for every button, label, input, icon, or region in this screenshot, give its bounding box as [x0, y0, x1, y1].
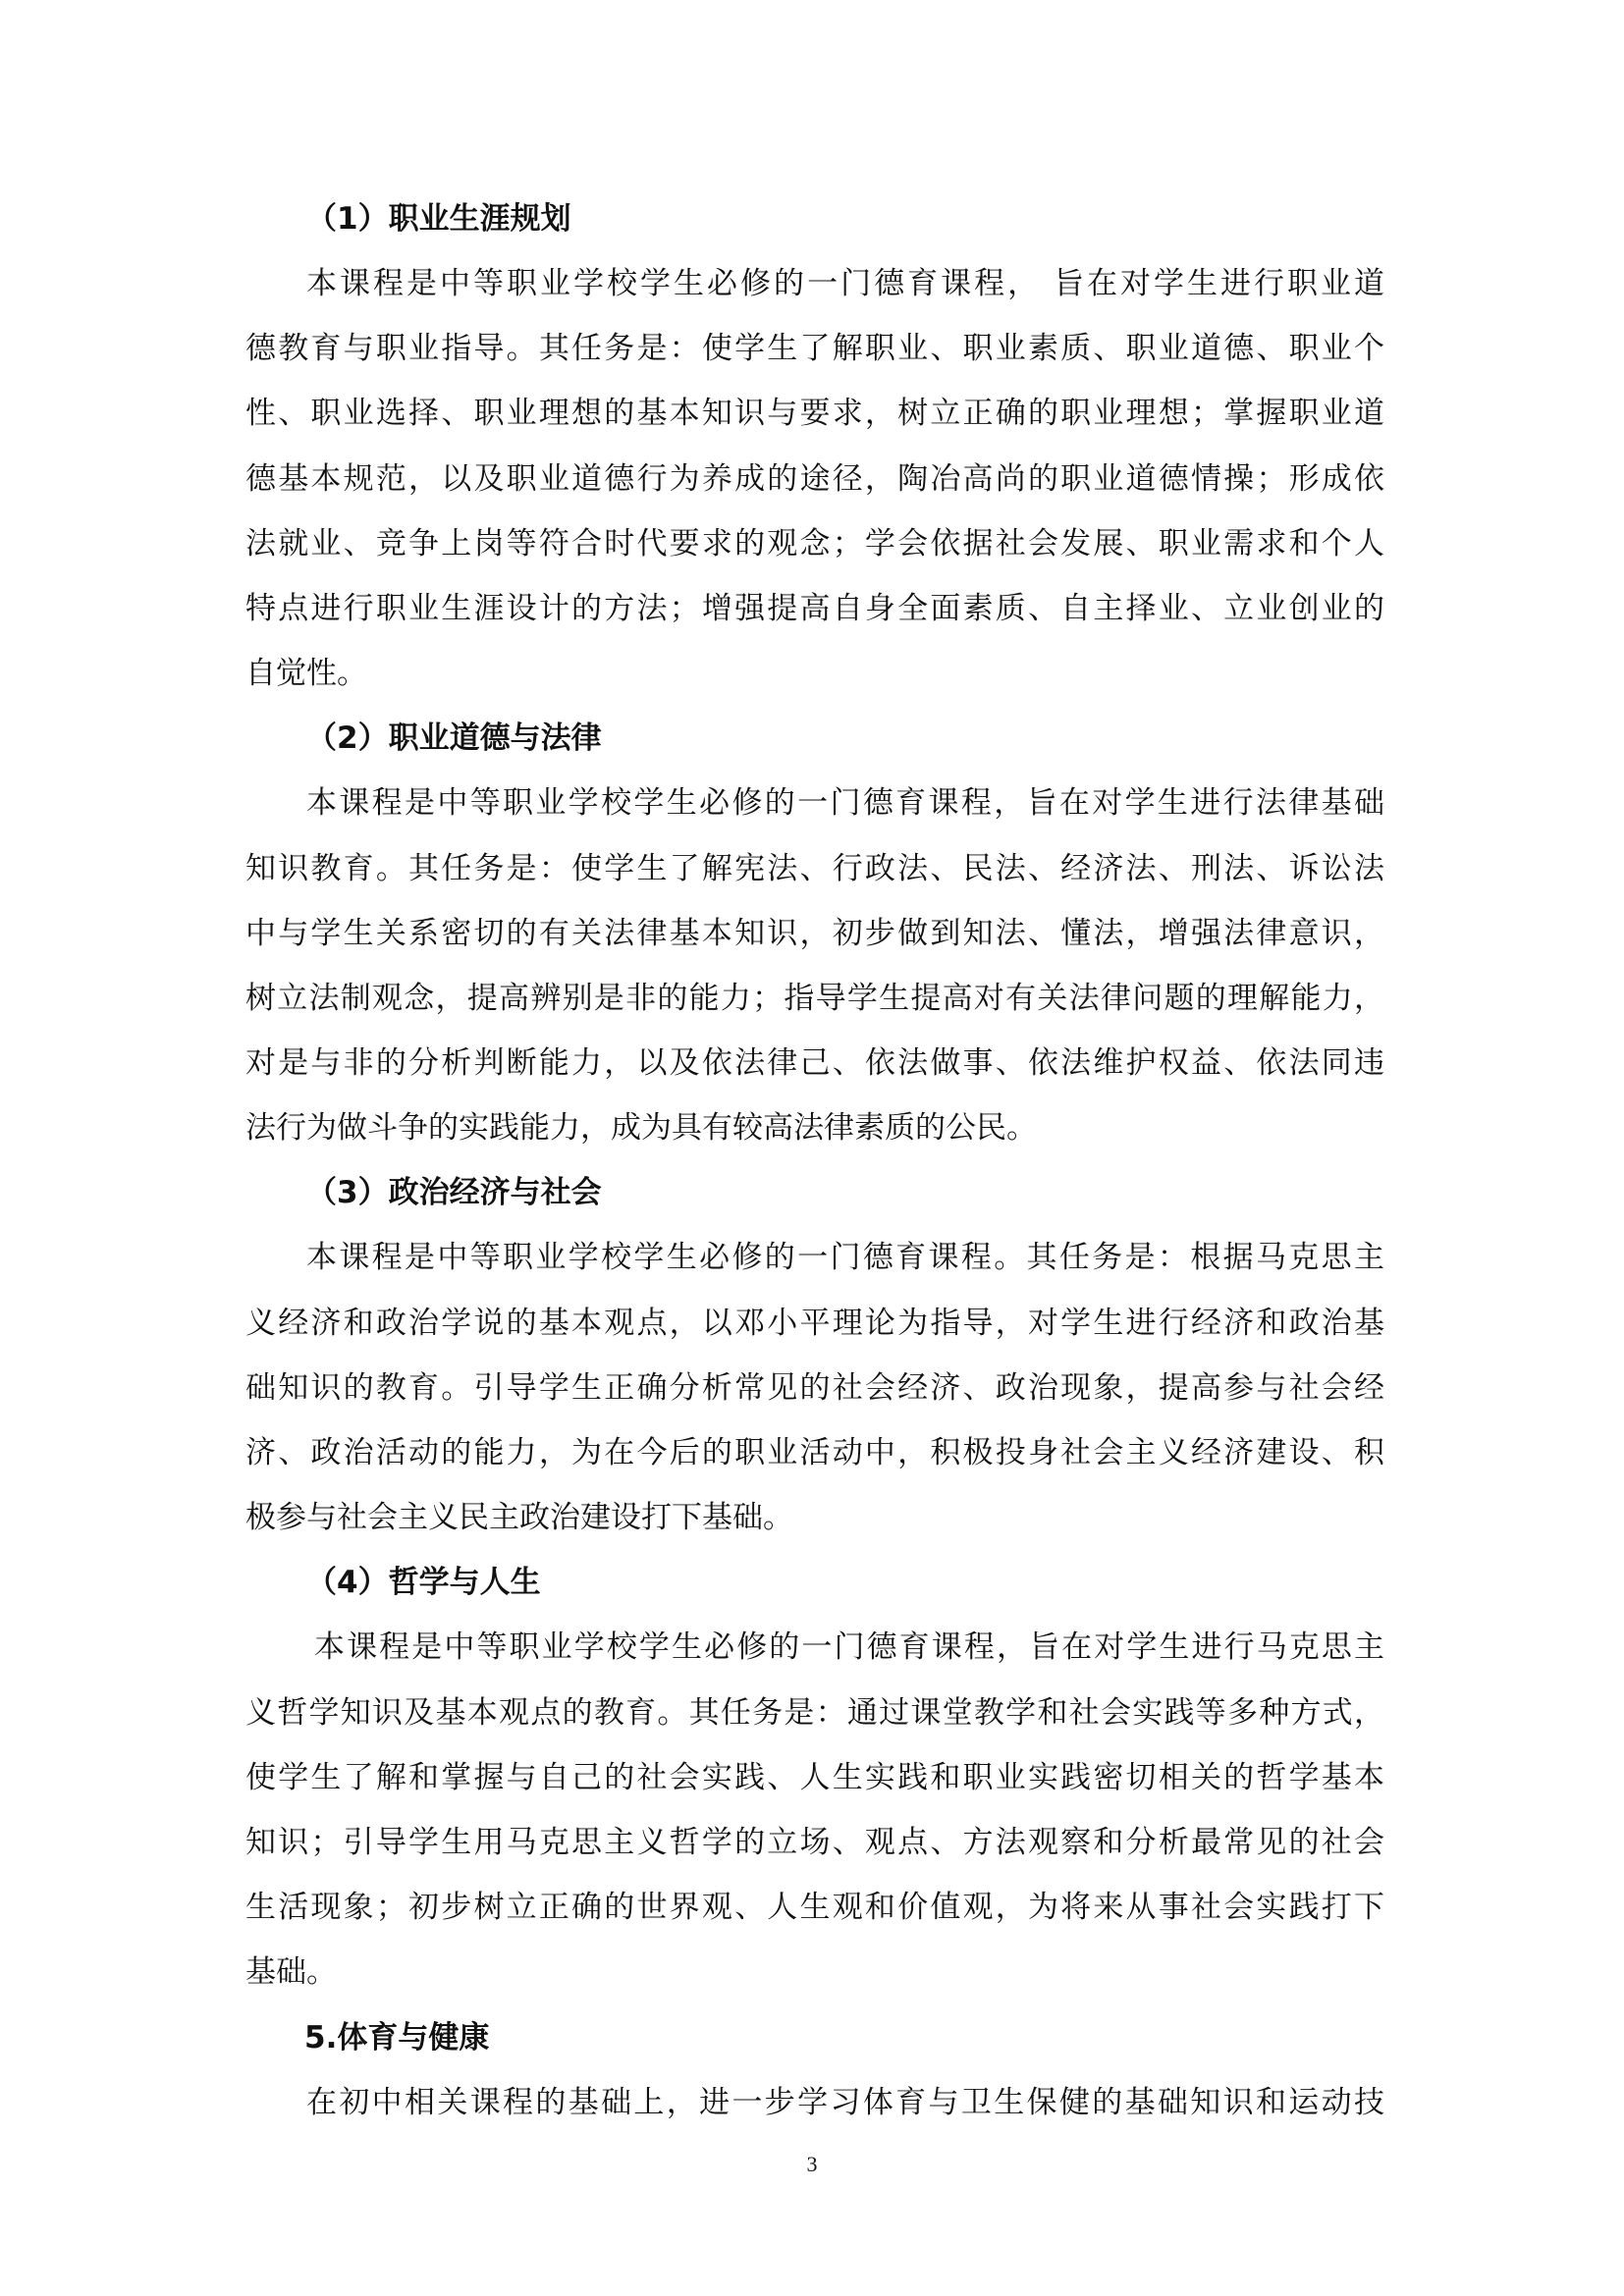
- section-paragraph: [245, 251, 1384, 706]
- section-heading: （1）职业生涯规划: [306, 201, 571, 237]
- paragraph-line: 极参与社会主义民主政治建设打下基础。: [245, 1500, 793, 1536]
- section-heading: （4）哲学与人生: [306, 1565, 541, 1601]
- section-paragraph: [245, 2070, 1384, 2135]
- paragraph-line: 特点进行职业生涯设计的方法；增强提高自身全面素质、自主择业、立业创业的: [245, 590, 1384, 626]
- paragraph-line: 本课程是中等职业学校学生必修的一门德育课程， 旨在对学生进行职业道: [306, 266, 1384, 301]
- paragraph-line: 生活现象；初步树立正确的世界观、人生观和价值观，为将来从事社会实践打下: [245, 1890, 1384, 1926]
- paragraph-line: 中与学生关系密切的有关法律基本知识，初步做到知法、懂法，增强法律意识，: [245, 915, 1384, 951]
- paragraph-line: 础知识的教育。引导学生正确分析常见的社会经济、政治现象，提高参与社会经: [245, 1369, 1384, 1406]
- section-paragraph: [245, 1225, 1384, 1550]
- paragraph-line: 对是与非的分析判断能力，以及依法律己、依法做事、依法维护权益、依法同违: [245, 1045, 1384, 1082]
- section-heading: （2）职业道德与法律: [306, 721, 602, 757]
- paragraph-line: 知识；引导学生用马克思主义哲学的立场、观点、方法观察和分析最常见的社会: [245, 1824, 1384, 1860]
- paragraph-line: 本课程是中等职业学校学生必修的一门德育课程。其任务是：根据马克思主: [306, 1240, 1384, 1276]
- section-paragraph: [245, 1615, 1384, 2004]
- paragraph-line: 义哲学知识及基本观点的教育。其任务是：通过课堂教学和社会实践等多种方式，: [245, 1694, 1384, 1731]
- section-paragraph: [245, 771, 1384, 1160]
- paragraph-line: 性、职业选择、职业理想的基本知识与要求，树立正确的职业理想；掌握职业道: [245, 396, 1384, 432]
- paragraph-line: 济、政治活动的能力，为在今后的职业活动中，积极投身社会主义经济建设、积: [245, 1435, 1384, 1470]
- paragraph-line: 德基本规范，以及职业道德行为养成的途径，陶冶高尚的职业道德情操；形成依: [245, 460, 1384, 497]
- paragraph-line: 法行为做斗争的实践能力，成为具有较高法律素质的公民。: [245, 1110, 1037, 1147]
- paragraph-line: 法就业、竞争上岗等符合时代要求的观念；学会依据社会发展、职业需求和个人: [245, 525, 1384, 561]
- page-number: 3: [806, 2152, 818, 2176]
- paragraph-line: 德教育与职业指导。其任务是：使学生了解职业、职业素质、职业道德、职业个: [245, 331, 1384, 367]
- paragraph-line: 在初中相关课程的基础上，进一步学习体育与卫生保健的基础知识和运动技: [306, 2084, 1384, 2120]
- paragraph-line: 义经济和政治学说的基本观点，以邓小平理论为指导，对学生进行经济和政治基: [245, 1305, 1384, 1341]
- paragraph-line: 自觉性。: [245, 656, 367, 692]
- paragraph-line: 本课程是中等职业学校学生必修的一门德育课程，旨在对学生进行马克思主: [314, 1629, 1384, 1666]
- paragraph-line: 树立法制观念，提高辨别是非的能力；指导学生提高对有关法律问题的理解能力，: [245, 980, 1384, 1016]
- section-heading: 5.体育与健康: [304, 2019, 490, 2056]
- paragraph-line: 基础。: [245, 1954, 337, 1991]
- paragraph-line: 使学生了解和掌握与自己的社会实践、人生实践和职业实践密切相关的哲学基本: [245, 1759, 1384, 1795]
- paragraph-line: 知识教育。其任务是：使学生了解宪法、行政法、民法、经济法、刑法、诉讼法: [245, 850, 1384, 886]
- section-heading: （3）政治经济与社会: [306, 1175, 602, 1211]
- paragraph-line: 本课程是中等职业学校学生必修的一门德育课程，旨在对学生进行法律基础: [306, 785, 1384, 822]
- document-page: [245, 187, 1384, 2135]
